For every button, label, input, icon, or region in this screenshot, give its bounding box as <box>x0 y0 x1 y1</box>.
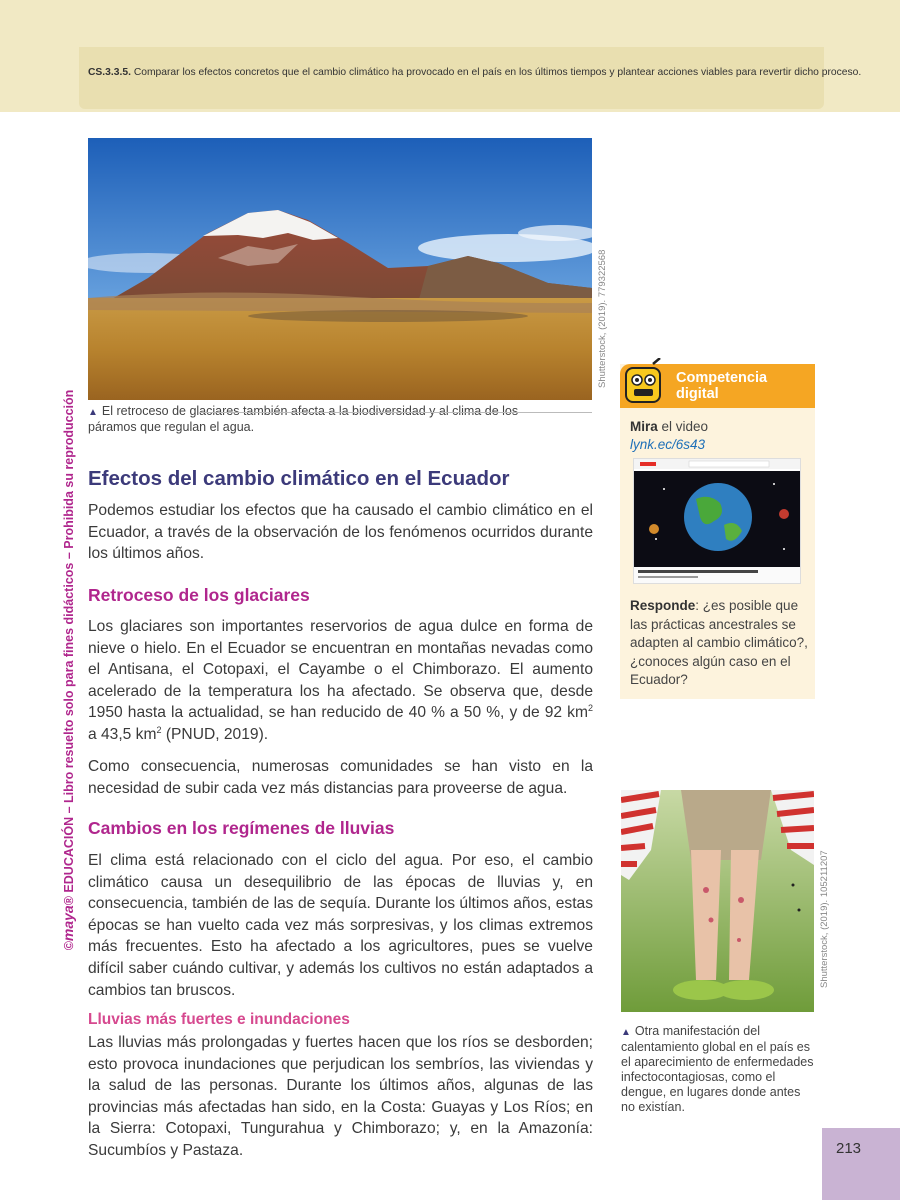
photo2-credit: Shutterstock, (2019). 105211207 <box>819 850 830 988</box>
section3-title: Lluvias más fuertes e inundaciones <box>88 1011 350 1028</box>
section3-paragraph: Las lluvias más prolongadas y fuertes hacen que los ríos se desborden; esto provoca inundaciones que perjudican los sembríos, las viviendas y la salud de las personas. Durante los últimos años, algunas de las provincias más afectadas han sido, en la Costa: Guayas y Los Ríos; en la Sierra: Cotopaxi, Tungurahua y Chimborazo; y, en la Amazonía: Sucumbíos y Pastaza. <box>88 1034 593 1159</box>
side-brand: maya <box>60 905 76 942</box>
competencia-header <box>620 364 815 408</box>
side-copyright: © <box>62 941 76 951</box>
responde-text: Responde: ¿es posible que las prácticas ancestrales se adapten al cambio climático?, ¿conoces algún caso en el Ecuador? <box>630 598 808 687</box>
page-number: 213 <box>822 1128 900 1200</box>
video-thumbnail[interactable] <box>633 458 801 584</box>
photo1-credit: Shutterstock, (2019). 779322568 <box>597 249 608 388</box>
main-title: Efectos del cambio climático en el Ecuador <box>88 467 510 490</box>
dengue-photo <box>621 790 814 1012</box>
section1-paragraph1: Los glaciares son importantes reservorios de agua dulce en forma de nieve o hielo. En el Ecuador se encuentran en montañas nevadas como el Antisana, el Cotopaxi, el Cayambe o el Chimborazo. El aumento acelerado de la temperatura los ha afectado. Se observa que, desde 1950 hasta la actualidad, se han reducido de 40 % a 50 %, y de 92 $km^2$ a 43,5 $km^2$ (PNUD, 2019). <box>88 618 593 743</box>
caption-triangle-icon: ▲ <box>88 407 98 418</box>
mira-text: Mira el video <box>630 419 709 434</box>
section1-paragraph2: Como consecuencia, numerosas comunidades se han visto en la necesidad de subir cada vez más distancias para proveerse de agua. <box>88 758 593 797</box>
side-note <box>58 320 78 1020</box>
side-text: EDUCACIÓN – Libro resuelto solo para fines didácticos – Prohibida su reproducción <box>62 389 76 893</box>
competencia-digital-box <box>620 364 815 699</box>
side-registered: ® <box>62 896 76 906</box>
objective-text: Comparar los efectos concretos que el cambio climático ha provocado en el país en los últimos tiempos y plantear acciones viables para revertir dicho proceso. <box>133 67 862 78</box>
mascot-icon <box>620 358 670 408</box>
caption-triangle-icon: ▲ <box>621 1027 631 1038</box>
intro-paragraph: Podemos estudiar los efectos que ha causado el cambio climático en el Ecuador, a través de la observación de los fenómenos ocurridos durante los últimos años. <box>88 502 593 563</box>
photo2-caption: ▲ Otra manifestación del calentamiento global en el país es el aparecimiento de enfermedades infectocontagiosas, como el dengue, en lugares donde antes no existían. <box>621 1024 814 1114</box>
glacier-photo <box>88 138 592 400</box>
competencia-title2: digital <box>676 386 719 402</box>
objective-banner <box>79 47 862 109</box>
photo1-caption: ▲ El retroceso de glaciares también afecta a la biodiversidad y al clima de los páramos que regulan el agua. <box>88 404 519 434</box>
section1-title: Retroceso de los glaciares <box>88 585 310 605</box>
section2-paragraph: El clima está relacionado con el ciclo del agua. Por eso, el cambio climático causa un desequilibrio de las épocas de lluvias y, en consecuencia, también de las de sequía. Durante los últimos años, estas épocas se han vuelto cada vez más sorpresivas, y los climas extremos más frecuentes. Esto ha afectado a los agricultores, pues se vuelve difícil saber cuándo cultivar, y además los cultivos no están adaptados a cambios tan bruscos. <box>88 852 593 999</box>
section2-title: Cambios en los regímenes de lluvias <box>88 818 395 838</box>
objective-code: CS.3.3.5. <box>88 67 131 78</box>
video-link[interactable]: lynk.ec/6s43 <box>630 437 706 452</box>
competencia-title1: Competencia <box>676 370 768 386</box>
caption-rule <box>200 412 592 413</box>
